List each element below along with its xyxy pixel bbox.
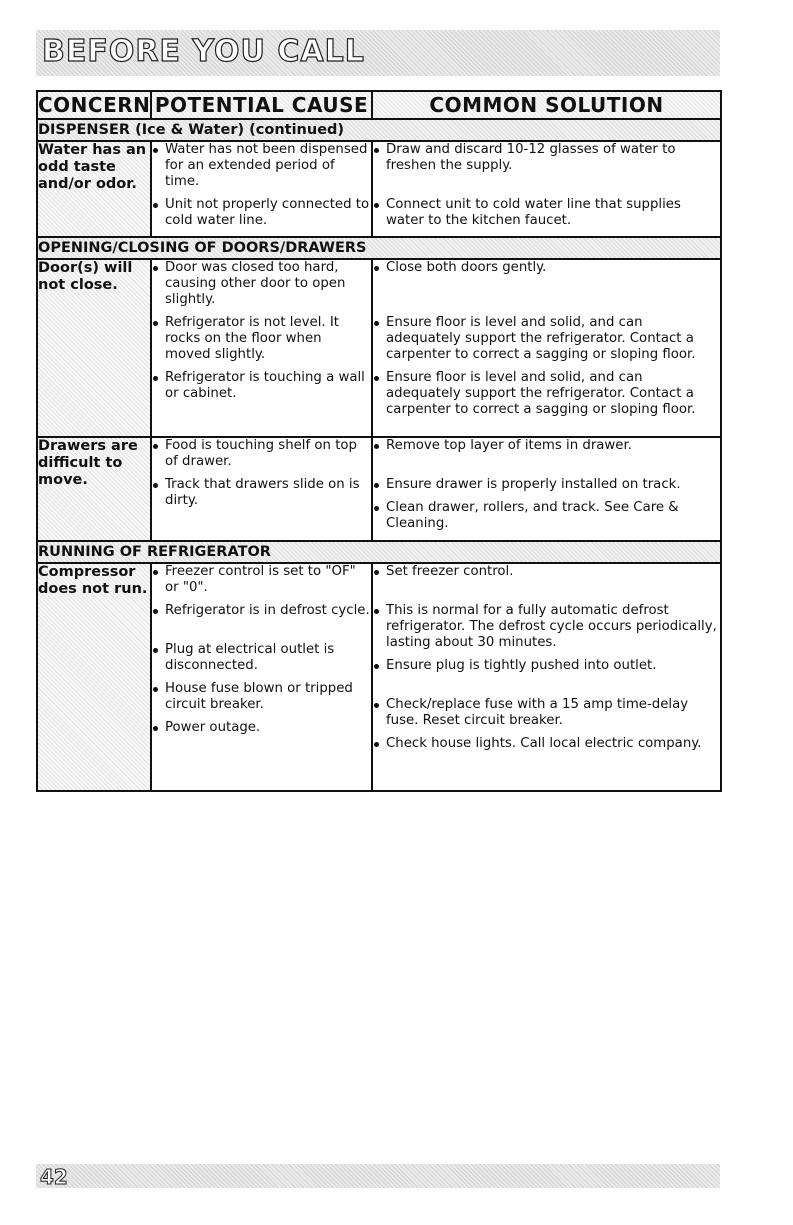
- section-row: [37, 119, 721, 141]
- cause-item: Refrigerator is touching a wall or cabinet.: [152, 370, 371, 402]
- solution-cell: [372, 563, 721, 791]
- table-row: [37, 141, 721, 237]
- solution-cell: [372, 437, 721, 541]
- cause-item: Refrigerator is not level. It rocks on the floor when moved slightly.: [152, 315, 371, 363]
- solution-item: Check/replace fuse with a 15 amp time-delay fuse. Reset circuit breaker.: [373, 697, 720, 729]
- solution-item: Connect unit to cold water line that supplies water to the kitchen faucet.: [373, 197, 720, 229]
- page-number: 42: [40, 1165, 68, 1189]
- solution-item: Ensure floor is level and solid, and can adequately support the refrigerator. Contact a carpenter to correct a sagging or sloping floor.: [373, 315, 720, 363]
- cause-item: Unit not properly connected to cold water line.: [152, 197, 371, 229]
- solution-item: Ensure floor is level and solid, and can adequately support the refrigerator. Contact a carpenter to correct a sagging or sloping floor.: [373, 370, 720, 418]
- title-banner: [36, 30, 720, 76]
- table-row: [37, 563, 721, 791]
- concern-cell: Drawers are difficult to move.: [37, 437, 151, 541]
- cause-item: Track that drawers slide on is dirty.: [152, 477, 371, 509]
- troubleshooting-table: [36, 90, 722, 792]
- cause-item: Food is touching shelf on top of drawer.: [152, 438, 371, 470]
- section-title: RUNNING OF REFRIGERATOR: [37, 541, 721, 563]
- table-row: [37, 437, 721, 541]
- solution-cell: [372, 259, 721, 437]
- cause-item: Plug at electrical outlet is disconnected.: [152, 642, 371, 674]
- solution-item: Close both doors gently.: [373, 260, 720, 276]
- header-concern: CONCERN: [38, 93, 151, 117]
- header-row: [37, 91, 721, 119]
- cause-item: Power outage.: [152, 720, 371, 736]
- solution-item: Draw and discard 10-12 glasses of water to freshen the supply.: [373, 142, 720, 174]
- cause-cell: [151, 141, 372, 237]
- solution-item: Ensure plug is tightly pushed into outlet.: [373, 658, 720, 674]
- section-title: DISPENSER (Ice & Water) (continued): [37, 119, 721, 141]
- concern-cell: Door(s) will not close.: [37, 259, 151, 437]
- cause-item: House fuse blown or tripped circuit breaker.: [152, 681, 371, 713]
- concern-cell: Compressor does not run.: [37, 563, 151, 791]
- cause-item: Freezer control is set to "OF" or "0".: [152, 564, 371, 596]
- header-cause: POTENTIAL CAUSE: [151, 91, 372, 119]
- solution-item: Check house lights. Call local electric company.: [373, 736, 720, 752]
- page-footer-bar: [36, 1164, 720, 1188]
- solution-item: Remove top layer of items in drawer.: [373, 438, 720, 454]
- solution-item: Set freezer control.: [373, 564, 720, 580]
- table-row: [37, 259, 721, 437]
- page-title: BEFORE YOU CALL: [42, 34, 365, 69]
- header-solution: COMMON SOLUTION: [372, 91, 721, 119]
- cause-item: Refrigerator is in defrost cycle.: [152, 603, 371, 619]
- section-row: [37, 237, 721, 259]
- cause-item: Water has not been dispensed for an extended period of time.: [152, 142, 371, 190]
- solution-cell: [372, 141, 721, 237]
- concern-cell: Water has an odd taste and/or odor.: [37, 141, 151, 237]
- cause-cell: [151, 563, 372, 791]
- section-title: OPENING/CLOSING OF DOORS/DRAWERS: [37, 237, 721, 259]
- cause-cell: [151, 259, 372, 437]
- cause-item: Door was closed too hard, causing other door to open slightly.: [152, 260, 371, 308]
- solution-item: This is normal for a fully automatic defrost refrigerator. The defrost cycle occurs periodically, lasting about 30 minutes.: [373, 603, 720, 651]
- solution-item: Ensure drawer is properly installed on track.: [373, 477, 720, 493]
- cause-cell: [151, 437, 372, 541]
- section-row: [37, 541, 721, 563]
- solution-item: Clean drawer, rollers, and track. See Care & Cleaning.: [373, 500, 720, 532]
